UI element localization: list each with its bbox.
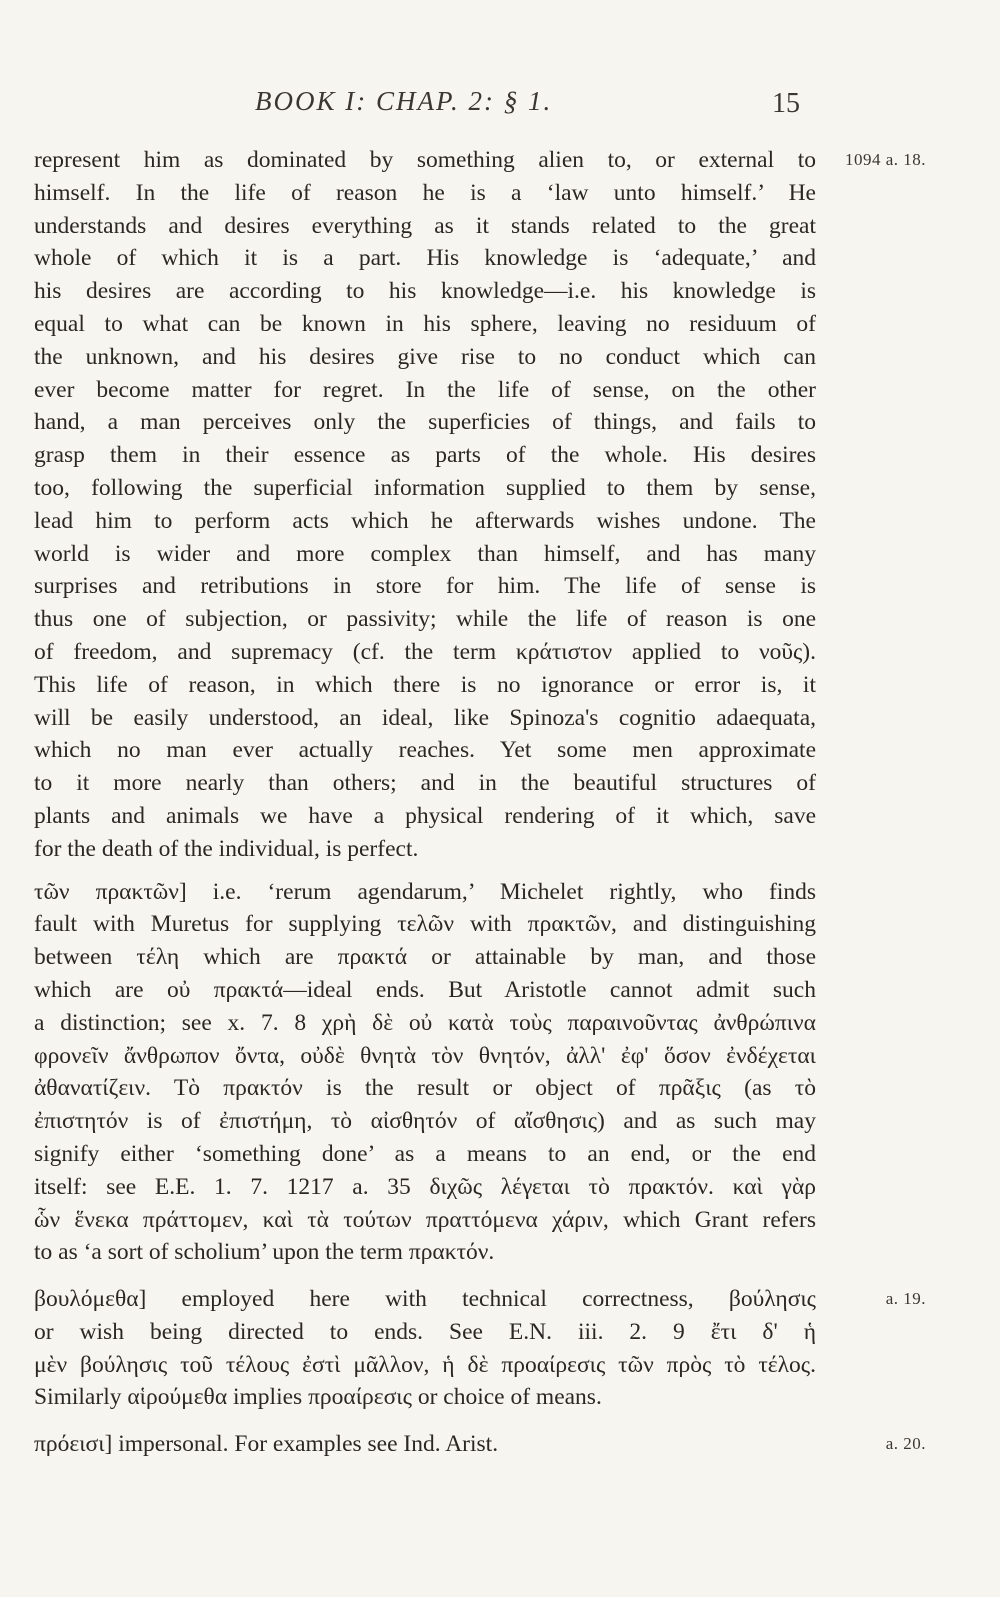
text-line [34,472,816,505]
line-text: will be easily understood, an ideal, like Spinoza's cognitio adaequata, [34,704,816,731]
line-text: signify either ‘something done’ as a means to an end, or the end [34,1140,816,1167]
text-line [34,374,816,407]
text-line [34,908,816,941]
text-line [34,406,816,439]
text-line [34,341,816,374]
line-text: ever become matter for regret. In the life of sense, on the other [34,376,816,403]
text-line [34,570,816,603]
text-line [34,974,816,1007]
text-line [34,1428,926,1461]
text-line [34,941,816,974]
line-text: which are οὐ πρακτά—ideal ends. But Aristotle cannot admit such [34,976,816,1003]
text-line [34,144,926,177]
text-line [34,1204,816,1237]
paragraph-gap [34,866,816,876]
text-line [34,876,816,909]
text-line [34,275,816,308]
text-line [34,1040,816,1073]
line-text: φρονεῖν ἄνθρωπον ὄντα, οὐδὲ θνητὰ τὸν θνητόν, ἀλλ' ἐφ' ὅσον ἐνδέχεται [34,1042,816,1069]
line-text: itself: see E.E. 1. 7. 1217 a. 35 διχῶς λέγεται τὸ πρακτόν. καὶ γὰρ [34,1173,816,1200]
text-line [34,308,816,341]
text-line [34,800,816,833]
line-text: world is wider and more complex than himself, and has many [34,540,816,567]
line-text: too, following the superficial information supplied to them by sense, [34,474,816,501]
text-line [34,1072,816,1105]
text-line [34,1349,816,1382]
text-line [34,505,816,538]
text-line [34,669,816,702]
text-line [34,833,816,866]
line-text: lead him to perform acts which he afterwards wishes undone. The [34,507,816,534]
text-line [34,767,816,800]
text-line [34,1316,816,1349]
line-text: whole of which it is a part. His knowledge is ‘adequate,’ and [34,245,816,272]
text-line [34,538,816,571]
line-text: equal to what can be known in his sphere, leaving no residuum of [34,310,816,337]
text-line [34,702,816,735]
text-line [34,210,816,243]
text-line [34,636,816,669]
line-text: fault with Muretus for supplying τελῶν with πρακτῶν, and distinguishing [34,911,816,938]
line-text: understands and desires everything as it stands related to the great [34,212,816,239]
paragraph-gap [34,1269,816,1283]
marginal-reference: a. 19. [885,1289,926,1309]
line-text: πρόεισι] impersonal. For examples see Ind. Arist. [34,1431,499,1458]
line-text: τῶν πρακτῶν] i.e. ‘rerum agendarum,’ Michelet rightly, who finds [34,878,816,905]
line-text: which no man ever actually reaches. Yet some men approximate [34,737,816,764]
line-text: hand, a man perceives only the superficies of things, and fails to [34,409,816,436]
text-line [34,1381,816,1414]
line-text: thus one of subjection, or passivity; while the life of reason is one [34,606,816,633]
line-text: This life of reason, in which there is no ignorance or error is, it [34,671,816,698]
line-text: for the death of the individual, is perfect. [34,835,419,862]
text-line [34,603,816,636]
line-text: to as ‘a sort of scholium’ upon the term πρακτόν. [34,1239,495,1266]
line-text: plants and animals we have a physical rendering of it which, save [34,802,816,829]
line-text: between τέλη which are πρακτά or attainable by man, and those [34,944,816,971]
line-text: himself. In the life of reason he is a ‘law unto himself.’ He [34,179,816,206]
line-text: Similarly αἱρούμεθα implies προαίρεσις or choice of means. [34,1384,602,1411]
line-text: the unknown, and his desires give rise to no conduct which can [34,343,816,370]
text-line [34,1171,816,1204]
text-line [34,177,816,210]
marginal-reference: 1094 a. 18. [844,150,926,169]
text-line [34,1138,816,1171]
text-line [34,1105,816,1138]
text-line [34,242,816,275]
line-text: his desires are according to his knowledge—i.e. his knowledge is [34,278,816,305]
text-line [34,1283,926,1316]
text-line [34,1236,816,1269]
page-number: 15 [772,88,800,119]
line-text: βουλόμεθα] employed here with technical correctness, βούλησις [34,1286,816,1313]
line-text: or wish being directed to ends. See E.N. iii. 2. 9 ἔτι δ' ἡ [34,1318,816,1345]
line-text: μὲν βούλησις τοῦ τέλους ἐστὶ μᾶλλον, ἡ δὲ προαίρεσις τῶν πρὸς τὸ τέλος. [34,1351,816,1378]
page-body [34,144,926,1461]
line-text: to it more nearly than others; and in the beautiful structures of [34,770,816,797]
line-text: represent him as dominated by something alien to, or external to [34,147,816,173]
line-text: ἐπιστητόν is of ἐπιστήμη, τὸ αἰσθητόν of αἴσθησις) and as such may [34,1108,816,1135]
line-text: ὧν ἕνεκα πράττομεν, καὶ τὰ τούτων πραττόμενα χάριν, which Grant refers [34,1206,816,1233]
text-line [34,1007,816,1040]
line-text: grasp them in their essence as parts of the whole. His desires [34,442,816,469]
line-text: surprises and retributions in store for him. The life of sense is [34,573,816,600]
marginal-reference: a. 20. [885,1434,926,1454]
paragraph-gap [34,1414,816,1428]
text-line [34,734,816,767]
line-text: of freedom, and supremacy (cf. the term κράτιστον applied to νοῦς). [34,638,816,665]
running-head: BOOK I: CHAP. 2: § 1. [255,86,553,116]
text-line [34,439,816,472]
line-text: ἀθανατίζειν. Τὸ πρακτόν is the result or object of πρᾶξις (as τὸ [34,1075,816,1102]
line-text: a distinction; see x. 7. 8 χρὴ δὲ οὐ κατὰ τοὺς παραινοῦντας ἀνθρώπινα [34,1009,816,1036]
